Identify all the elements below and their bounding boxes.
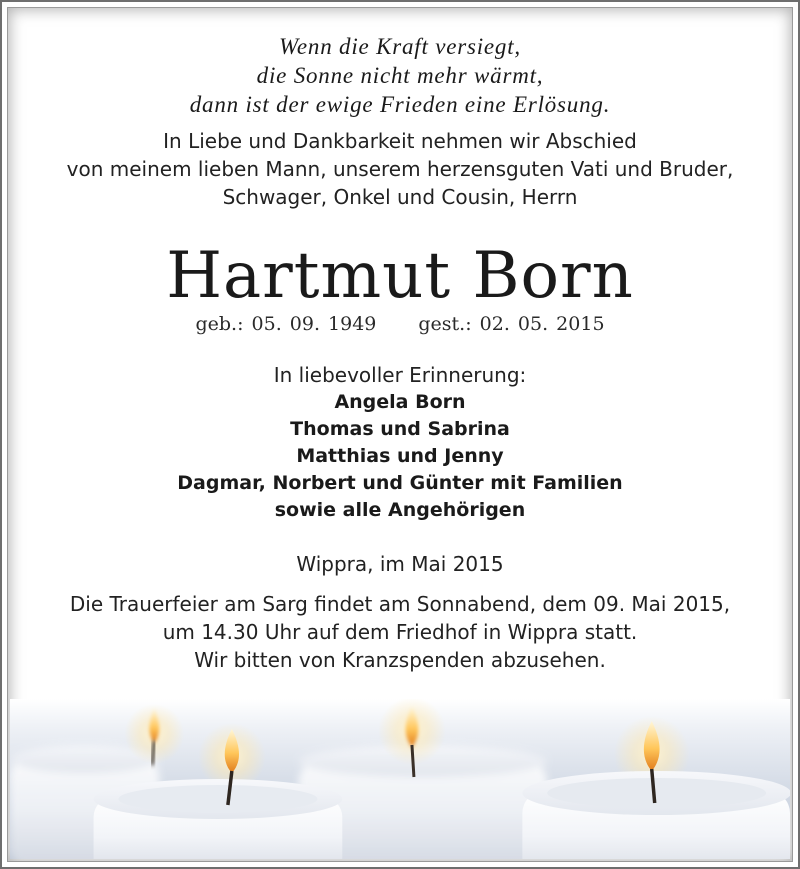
candles-icon <box>10 699 790 859</box>
intro-line: von meinem lieben Mann, unserem herzensguten Vati und Bruder, <box>66 157 734 181</box>
deceased-name: Hartmut Born <box>166 239 634 313</box>
life-dates <box>22 311 778 337</box>
mourner: Matthias und Jenny <box>296 445 504 467</box>
candles-image <box>10 699 790 859</box>
poem <box>22 32 778 119</box>
mourner: Dagmar, Norbert und Günter mit Familien <box>177 472 623 494</box>
funeral-line: Die Trauerfeier am Sarg findet am Sonnabend, dem 09. Mai 2015, <box>69 592 731 616</box>
mourner: Thomas und Sabrina <box>290 418 510 440</box>
mourner: Angela Born <box>334 391 466 413</box>
death-date: gest.: 02. 05. 2015 <box>418 313 605 335</box>
birth-date: geb.: 05. 09. 1949 <box>195 313 377 335</box>
place-date: Wippra, im Mai 2015 <box>296 552 504 576</box>
poem-line: Wenn die Kraft versiegt, <box>279 34 521 59</box>
obituary-content <box>22 32 778 674</box>
funeral-line: Wir bitten von Kranzspenden abzusehen. <box>194 648 606 672</box>
poem-line: die Sonne nicht mehr wärmt, <box>256 63 544 88</box>
intro-line: Schwager, Onkel und Cousin, Herrn <box>222 185 578 209</box>
poem-line: dann ist der ewige Frieden eine Erlösung. <box>189 92 611 117</box>
intro-text <box>22 127 778 211</box>
funeral-line: um 14.30 Uhr auf dem Friedhof in Wippra statt. <box>162 620 638 644</box>
mourner: sowie alle Angehörigen <box>274 499 526 521</box>
mourners-list <box>22 389 778 524</box>
memory-heading: In liebevoller Erinnerung: <box>273 363 527 387</box>
intro-line: In Liebe und Dankbarkeit nehmen wir Abschied <box>163 129 637 153</box>
funeral-notice <box>22 590 778 674</box>
